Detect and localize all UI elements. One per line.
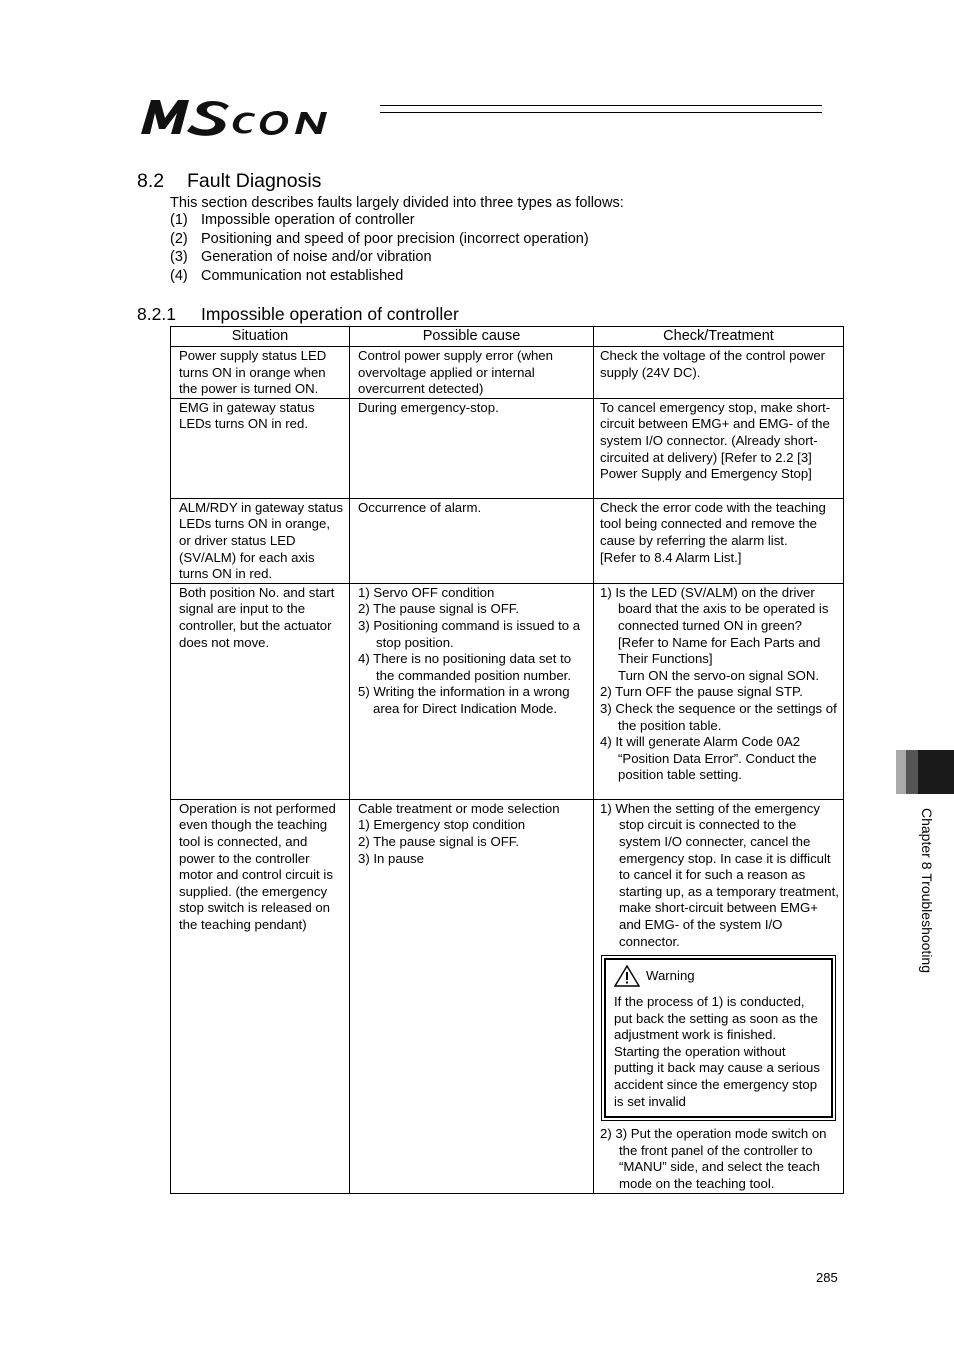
list-item-text: Impossible operation of controller [201,212,415,228]
subsection-title [137,304,459,325]
cause-cell: Control power supply error (when overvoltage applied or internal overcurrent detected) [350,347,594,399]
cause-item: 1) Emergency stop condition [358,817,526,833]
warning-title: Warning [646,967,695,983]
check-item: 2) 3) Put the operation mode switch on the front panel of the controller to “MANU” side, and select the teach mode on the teaching tool. [600,1126,827,1192]
page-number: 285 [816,1270,838,1285]
list-item [170,212,415,228]
check-reference: [Refer to 8.4 Alarm List.] [600,549,742,565]
table-header-row [171,327,844,347]
header-situation: Situation [171,327,350,347]
header-check-treatment: Check/Treatment [594,327,844,347]
list-item-number: (3) [170,249,188,265]
fault-diagnosis-table [170,326,844,1194]
table-row [171,498,844,583]
situation-cell: EMG in gateway status LEDs turns ON in red. [171,398,350,498]
cause-item: 2) The pause signal is OFF. [358,833,520,849]
check-item: 1) Is the LED (SV/ALM) on the driver board that the axis to be operated is connected turned ON in green? [600,584,829,633]
section-number: 8.2 [137,170,165,192]
check-cell [594,498,844,583]
cause-cell: During emergency-stop. [350,398,594,498]
cause-cell [350,799,594,1193]
section-title-text: Fault Diagnosis [187,170,322,192]
check-cell: To cancel emergency stop, make short-circuit between EMG+ and EMG- of the system I/O connector. (Already short-circuited at delivery) [Refer to 2.2 [3] Power Supply and Emergency Stop] [594,398,844,498]
check-reference: [Refer to Name for Each Parts and Their Functions] [618,634,821,667]
cause-item: 1) Servo OFF condition [358,584,495,600]
table-row [171,398,844,498]
check-cell [594,799,844,1193]
cause-item: 3) In pause [358,850,424,866]
chapter-label: Chapter 8 Troubleshooting [919,808,935,973]
cause-cell: Occurrence of alarm. [350,498,594,583]
subsection-number: 8.2.1 [137,304,176,324]
cause-item: 3) Positioning command is issued to a stop position. [358,617,581,650]
list-item [170,268,403,284]
table-row [171,799,844,1193]
header-possible-cause: Possible cause [350,327,594,347]
cause-item: Cable treatment or mode selection [358,800,560,816]
list-item-number: (2) [170,231,188,247]
cause-item: 4) There is no positioning data set to the commanded position number. [358,651,572,683]
warning-box [604,958,833,1118]
chapter-tab-stripe [906,750,918,794]
cause-cell [350,583,594,799]
check-cell [594,583,844,799]
warning-icon [614,965,640,987]
check-item: 1) When the setting of the emergency stop circuit is connected to the system I/O connecter, cancel the emergency stop. In case it is difficult to cancel it for such a reason as starting up, as a temporary treatment, make short-circuit between EMG+ and EMG- of the system I/O connector. [600,800,839,949]
cause-item: 2) The pause signal is OFF. [358,601,520,617]
check-item: 4) It will generate Alarm Code 0A2 “Position Data Error”. Conduct the position table setting. [600,734,817,783]
situation-cell: ALM/RDY in gateway status LEDs turns ON in orange, or driver status LED (SV/ALM) for each axis turns ON in red. [171,498,350,583]
situation-cell: Both position No. and start signal are input to the controller, but the actuator does not move. [171,583,350,799]
warning-text: If the process of 1) is conducted, put back the setting as soon as the adjustment work is finished. Starting the operation without putting it back may cause a serious accident since the emergency stop is set invalid [614,994,820,1109]
list-item [170,231,589,247]
header-rule-top [380,105,822,106]
table-row [171,347,844,399]
situation-cell: Operation is not performed even though the teaching tool is connected, and power to the controller motor and control circuit is supplied. (the emergency stop switch is released on the teaching pendant) [171,799,350,1193]
situation-cell: Power supply status LED turns ON in orange when the power is turned ON. [171,347,350,399]
list-item-text: Communication not established [201,268,404,284]
list-item-text: Generation of noise and/or vibration [201,249,432,265]
check-cell: Check the voltage of the control power supply (24V DC). [594,347,844,399]
list-item-text: Positioning and speed of poor precision (incorrect operation) [201,231,589,247]
check-item: 2) Turn OFF the pause signal STP. [600,684,803,700]
list-item-number: (4) [170,268,188,284]
header-rule-bottom [380,112,822,113]
subsection-title-text: Impossible operation of controller [201,304,459,324]
check-text: Check the error code with the teaching tool being connected and remove the cause by referring the alarm list. [600,499,826,548]
list-item-number: (1) [170,212,188,228]
check-item: Turn ON the servo-on signal SON. [618,667,820,683]
section-title [137,170,321,193]
list-item [170,249,432,265]
mscon-logo [137,96,372,138]
warning-header [614,965,823,987]
chapter-tab-stripe [896,750,906,794]
cause-item: 5) Writing the information in a wrong area for Direct Indication Mode. [358,684,570,716]
check-item: 3) Check the sequence or the settings of the position table. [600,700,837,733]
section-intro: This section describes faults largely divided into three types as follows: [170,195,624,211]
table-row [171,583,844,799]
